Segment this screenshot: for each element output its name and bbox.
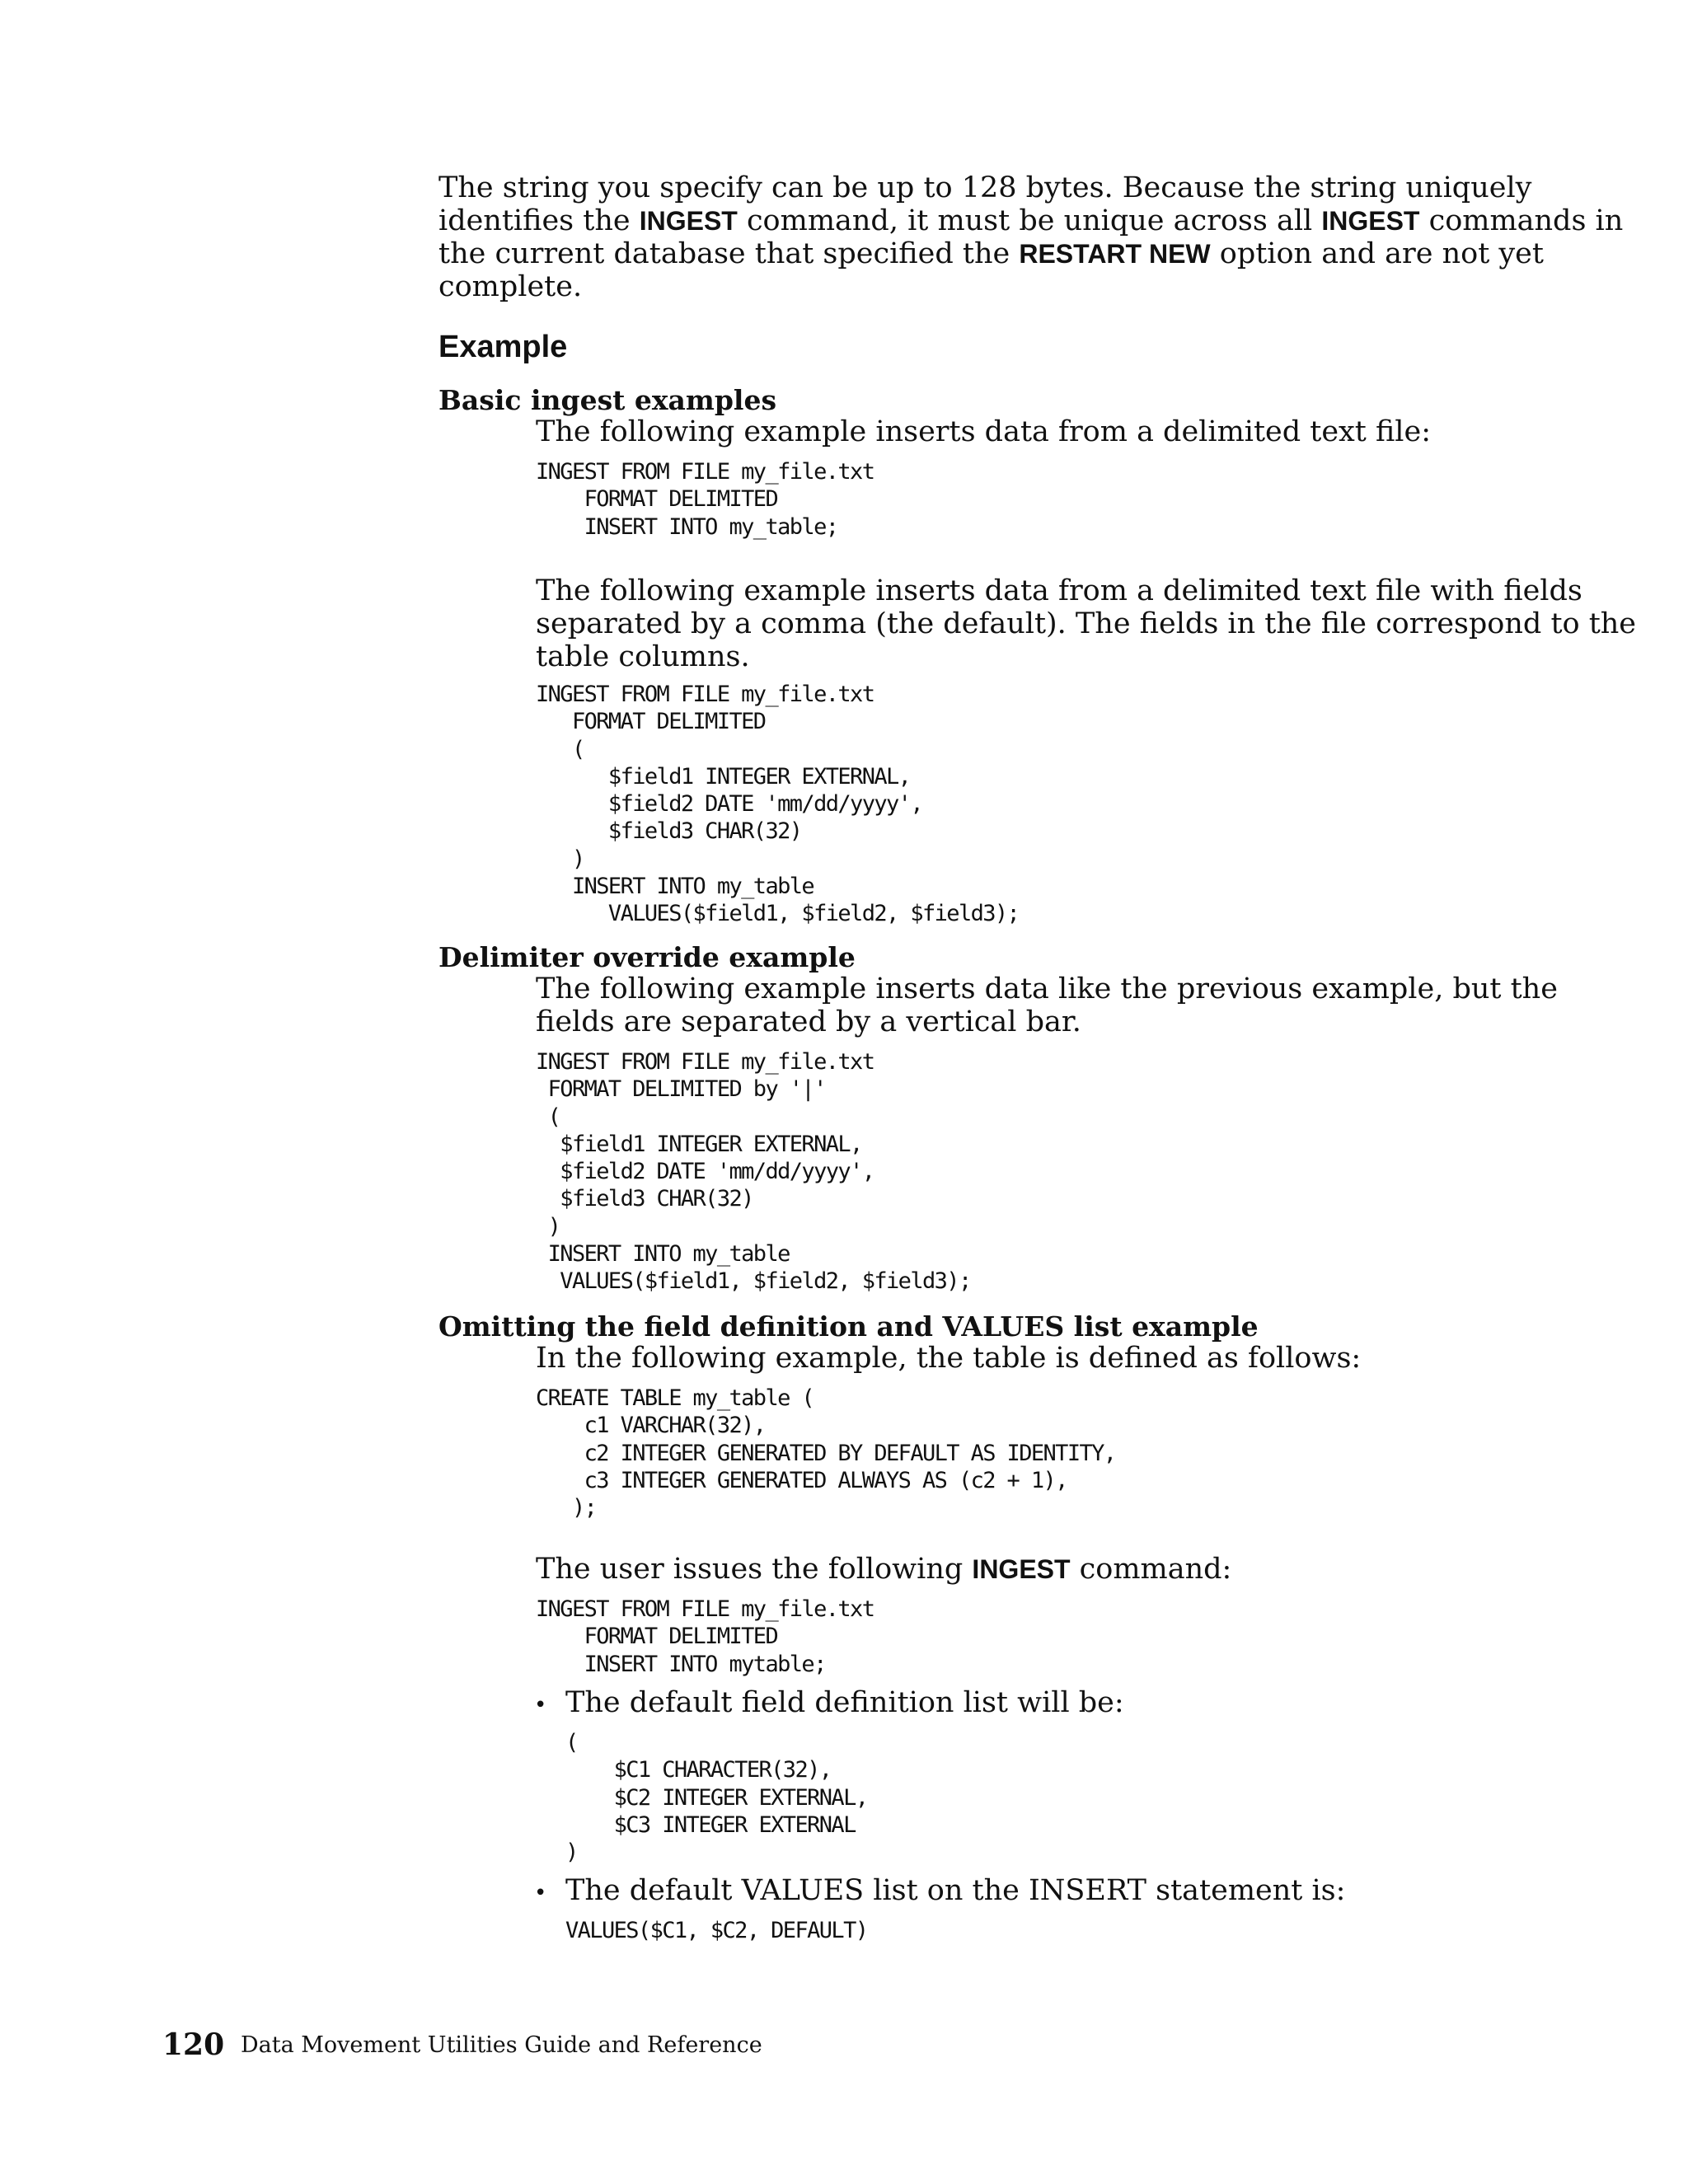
basic-desc-2-line-2: separated by a comma (the default). The fields in the file correspond to the	[536, 607, 1637, 640]
code-block-default-field-list: ( $C1 CHARACTER(32), $C2 INTEGER EXTERNAL, $C3 INTEGER EXTERNAL )	[565, 1730, 868, 1866]
inline-code: INGEST	[1321, 206, 1420, 236]
term-omitting-field-definition: Omitting the field definition and VALUES list example	[438, 1310, 1259, 1343]
bullet-marker: •	[534, 1693, 547, 1718]
inline-code: INGEST	[639, 206, 738, 236]
basic-desc-1: The following example inserts data from a delimited text file:	[536, 415, 1432, 448]
bullet-marker: •	[534, 1881, 547, 1905]
section-heading: Example	[438, 330, 568, 364]
basic-desc-2-line-1: The following example inserts data from a delimited text file with fields	[536, 574, 1582, 607]
omitting-desc-2-text: command:	[1070, 1553, 1232, 1586]
intro-text: commands in	[1419, 204, 1624, 237]
code-block-basic-2: INGEST FROM FILE my_file.txt FORMAT DELIMITED ( $field1 INTEGER EXTERNAL, $field2 DATE 'mm/dd/yyyy', $field3 CHAR(32) ) INSERT INTO my_table VALUES($field1, $field2, $field3);	[536, 682, 1020, 927]
code-block-create-table: CREATE TABLE my_table ( c1 VARCHAR(32), c2 INTEGER GENERATED BY DEFAULT AS IDENTITY, c3 INTEGER GENERATED ALWAYS AS (c2 + 1), );	[536, 1385, 1116, 1521]
bullet-default-values-list: The default VALUES list on the INSERT statement is:	[565, 1874, 1346, 1907]
code-block-default-values: VALUES($C1, $C2, DEFAULT)	[565, 1918, 868, 1943]
delimiter-desc-line-1: The following example inserts data like the previous example, but the	[536, 972, 1558, 1005]
intro-text: identifies the	[438, 204, 640, 237]
intro-line-2	[438, 204, 1623, 237]
inline-code: INGEST	[972, 1554, 1071, 1584]
basic-desc-2-line-3: table columns.	[536, 640, 750, 673]
intro-line-4: complete.	[438, 270, 583, 303]
intro-line-3	[438, 237, 1544, 270]
delimiter-desc-line-2: fields are separated by a vertical bar.	[536, 1005, 1081, 1038]
omitting-desc-1: In the following example, the table is defined as follows:	[536, 1342, 1362, 1375]
intro-line-1: The string you specify can be up to 128 bytes. Because the string uniquely	[438, 171, 1532, 204]
inline-code: RESTART NEW	[1019, 239, 1211, 269]
intro-text: option and are not yet	[1210, 237, 1544, 270]
code-block-basic-1: INGEST FROM FILE my_file.txt FORMAT DELIMITED INSERT INTO my_table;	[536, 459, 874, 540]
term-delimiter-override: Delimiter override example	[438, 941, 856, 973]
intro-text: command, it must be unique across all	[737, 204, 1322, 237]
omitting-desc-2-text: The user issues the following	[536, 1553, 973, 1586]
book-title: Data Movement Utilities Guide and Reference	[241, 2032, 762, 2058]
omitting-desc-2	[536, 1553, 1231, 1586]
code-block-ingest-mytable: INGEST FROM FILE my_file.txt FORMAT DELIMITED INSERT INTO mytable;	[536, 1596, 874, 1677]
bullet-default-field-list: The default field definition list will be:	[565, 1686, 1124, 1719]
page-number: 120	[162, 2027, 225, 2062]
term-basic-ingest: Basic ingest examples	[438, 384, 777, 416]
code-block-delimiter: INGEST FROM FILE my_file.txt FORMAT DELIMITED by '|' ( $field1 INTEGER EXTERNAL, $field2 DATE 'mm/dd/yyyy', $field3 CHAR(32) ) INSERT INTO my_table VALUES($field1, $field2, $field3);	[536, 1049, 971, 1295]
intro-text: the current database that specified the	[438, 237, 1020, 270]
